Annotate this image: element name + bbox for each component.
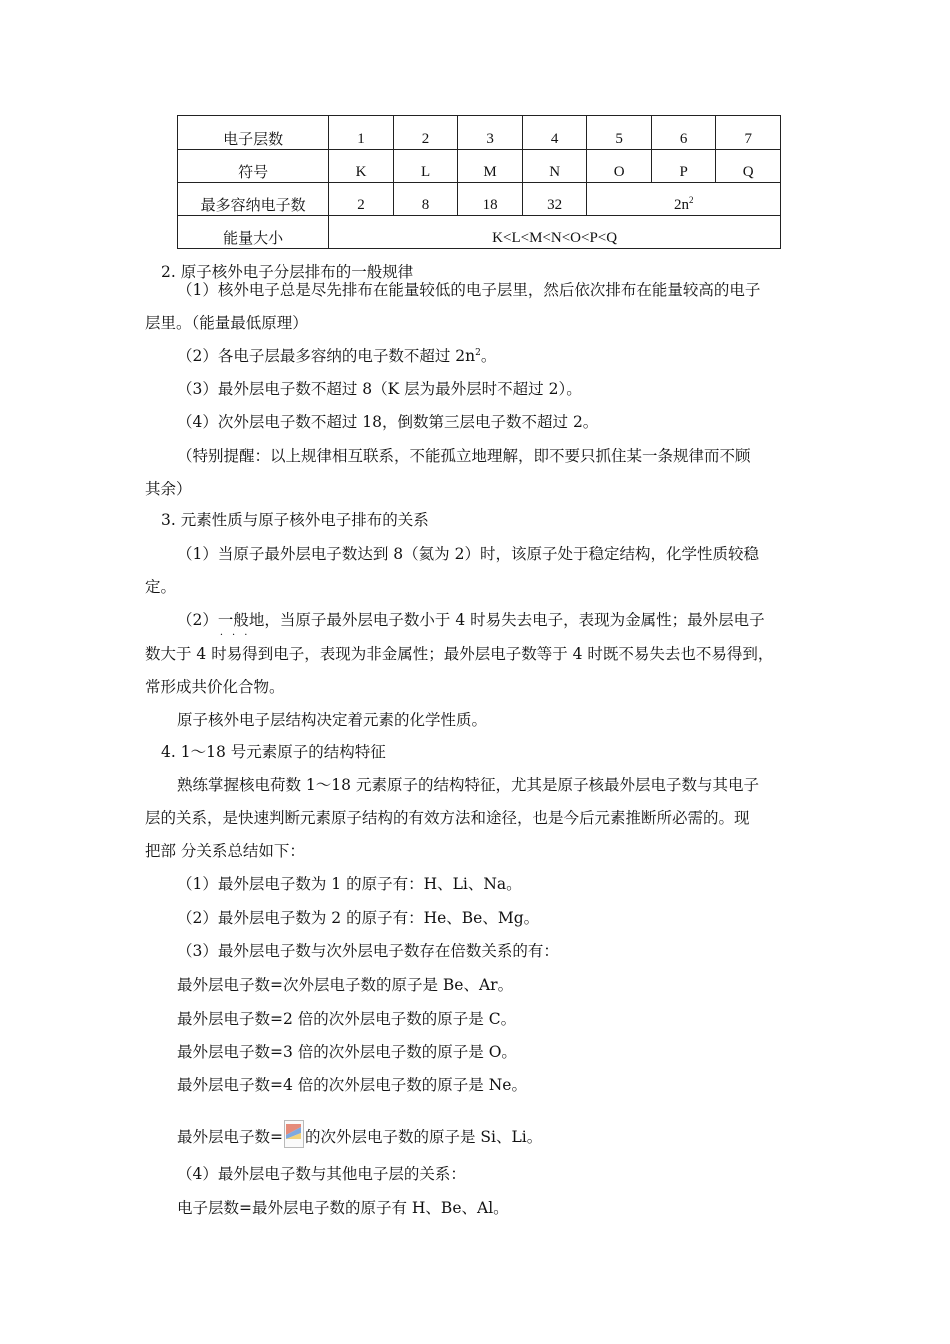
- rule-prefix: （2）: [177, 611, 218, 629]
- table-row-energy: [178, 216, 781, 249]
- paragraph-line: （1）当原子最外层电子数达到 8（氦为 2）时，该原子处于稳定结构，化学性质较稳: [177, 545, 759, 563]
- table-cell: O: [587, 150, 652, 183]
- formula-base: 2n: [673, 197, 689, 213]
- table-cell: P: [651, 150, 716, 183]
- table-cell: K: [329, 150, 394, 183]
- relation-prefix: 最外层电子数=: [177, 1128, 283, 1146]
- table-cell: 32: [522, 183, 587, 216]
- table-cell: M: [458, 150, 523, 183]
- paragraph-line: 把部 分关系总结如下：: [145, 842, 305, 860]
- table-cell: 18: [458, 183, 523, 216]
- table-cell: L: [393, 150, 458, 183]
- list-item: （2）最外层电子数为 2 的原子有：He、Be、Mg。: [177, 909, 540, 927]
- table-cell: 6: [651, 116, 716, 150]
- paragraph-line: [177, 610, 765, 641]
- electron-shell-table: [177, 115, 781, 249]
- table-cell: 4: [522, 116, 587, 150]
- row-label-symbol: 符号: [178, 150, 329, 183]
- formula-exponent: 2: [688, 195, 694, 205]
- table-cell: 8: [393, 183, 458, 216]
- row-label-shell-number: 电子层数: [178, 116, 329, 150]
- relation-line: 最外层电子数=次外层电子数的原子是 Be、Ar。: [177, 976, 514, 994]
- table-cell-formula: [587, 183, 781, 216]
- paragraph-line: 层的关系，是快速判断元素原子结构的有效方法和途径，也是今后元素推断所必需的。现: [145, 809, 750, 827]
- table-cell: 7: [716, 116, 781, 150]
- paragraph-line: （1）核外电子总是尽先排布在能量较低的电子层里，然后依次排布在能量较高的电子: [177, 281, 761, 299]
- rule-2-end: 。: [480, 347, 497, 365]
- relation-line: 最外层电子数=4 倍的次外层电子数的原子是 Ne。: [177, 1076, 527, 1094]
- table-cell: 2: [393, 116, 458, 150]
- table-row-shell-number: [178, 116, 781, 150]
- rule-2-exponent: 2: [475, 348, 481, 358]
- broken-image-icon: [284, 1120, 304, 1148]
- section-heading: 2. 原子核外电子分层排布的一般规律: [161, 263, 414, 281]
- rule-2-text: （2）各电子层最多容纳的电子数不超过 2n: [177, 347, 476, 365]
- table-cell-energy-order: K<L<M<N<O<P<Q: [329, 216, 781, 249]
- paragraph-line: [177, 346, 496, 366]
- paragraph-line: 定。: [145, 578, 177, 596]
- paragraph-line: （特别提醒：以上规律相互联系，不能孤立地理解，即不要只抓住某一条规律而不顾: [177, 447, 751, 465]
- relation-line: [177, 1120, 542, 1148]
- table-row-max-electrons: [178, 183, 781, 216]
- relation-line: 最外层电子数=3 倍的次外层电子数的原子是 O。: [177, 1043, 517, 1061]
- paragraph-line: （3）最外层电子数不超过 8（K 层为最外层时不超过 2）。: [177, 380, 582, 398]
- table-cell: 3: [458, 116, 523, 150]
- row-label-energy: 能量大小: [178, 216, 329, 249]
- relation-line: 最外层电子数=2 倍的次外层电子数的原子是 C。: [177, 1010, 517, 1028]
- table-cell: 2: [329, 183, 394, 216]
- section-heading: 4. 1～18 号元素原子的结构特征: [161, 743, 386, 761]
- emphasized-text: 一般地 ·​·​·: [217, 611, 265, 641]
- row-label-max-electrons: 最多容纳电子数: [178, 183, 329, 216]
- list-item: （3）最外层电子数与次外层电子数存在倍数关系的有：: [177, 942, 559, 960]
- paragraph-line: 常形成共价化合物。: [145, 678, 285, 696]
- paragraph-line: 原子核外电子层结构决定着元素的化学性质。: [177, 711, 488, 729]
- table-row-symbol: [178, 150, 781, 183]
- paragraph-line: 其余）: [145, 480, 192, 498]
- paragraph-line: 数大于 4 时易得到电子，表现为非金属性；最外层电子数等于 4 时既不易失去也不易得到，: [145, 645, 774, 663]
- table-cell: 1: [329, 116, 394, 150]
- table-cell: N: [522, 150, 587, 183]
- list-item: （1）最外层电子数为 1 的原子有：H、Li、Na。: [177, 875, 522, 893]
- relation-line: 电子层数=最外层电子数的原子有 H、Be、Al。: [177, 1199, 509, 1217]
- list-item: （4）最外层电子数与其他电子层的关系：: [177, 1165, 466, 1183]
- rule-continuation: ，当原子最外层电子数小于 4 时易失去电子，表现为金属性；最外层电子: [264, 611, 765, 629]
- table-cell: 5: [587, 116, 652, 150]
- table-cell: Q: [716, 150, 781, 183]
- paragraph-line: 熟练掌握核电荷数 1～18 元素原子的结构特征，尤其是原子核最外层电子数与其电子: [177, 776, 759, 794]
- relation-suffix: 的次外层电子数的原子是 Si、Li。: [305, 1128, 543, 1146]
- paragraph-line: （4）次外层电子数不超过 18，倒数第三层电子数不超过 2。: [177, 413, 599, 431]
- paragraph-line: 层里。（能量最低原理）: [145, 314, 308, 332]
- section-heading: 3. 元素性质与原子核外电子排布的关系: [161, 511, 429, 529]
